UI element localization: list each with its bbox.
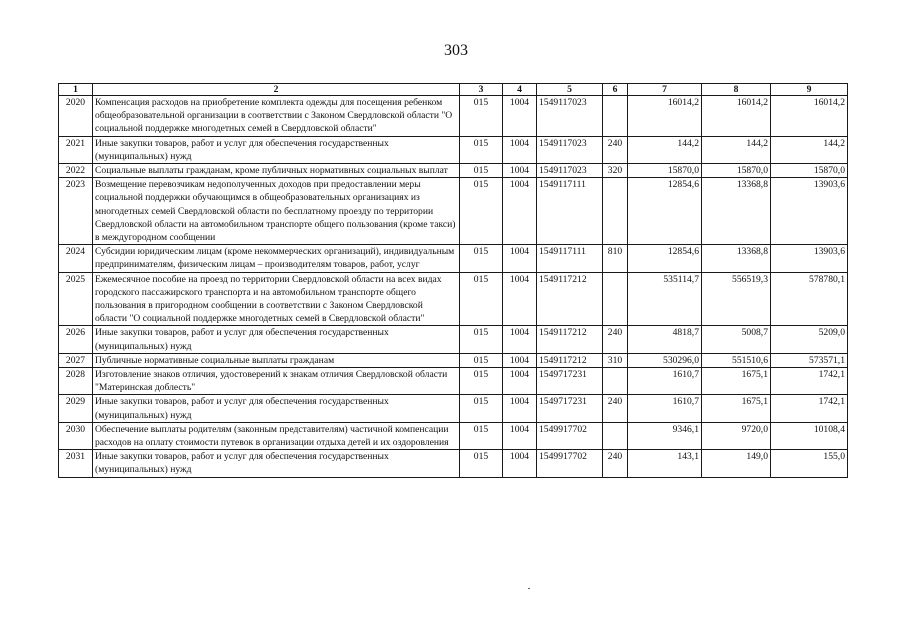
amount-year3-cell: 144,2 [771,136,848,163]
column-header: 3 [460,84,503,96]
amount-year1-cell: 12854,6 [628,178,702,245]
expense-type-cell [603,178,628,245]
department-code-cell: 015 [460,136,503,163]
department-code-cell: 015 [460,326,503,353]
amount-year3-cell: 5209,0 [771,326,848,353]
expense-type-cell: 810 [603,245,628,272]
expense-type-cell [603,422,628,449]
expense-type-cell: 240 [603,395,628,422]
expense-name-cell: Изготовление знаков отличия, удостоверений к знакам отличия Свердловской области "Материнская доблесть" [93,368,460,395]
column-header: 2 [93,84,460,96]
amount-year2-cell: 5008,7 [702,326,771,353]
expense-name-cell: Обеспечение выплаты родителям (законным представителям) частичной компенсации расходов на оплату стоимости путевок в организации отдыха детей и их оздоровления [93,422,460,449]
target-article-cell: 1549117212 [537,272,603,326]
expense-type-cell: 320 [603,164,628,178]
amount-year1-cell: 143,1 [628,450,702,477]
amount-year2-cell: 551510,6 [702,353,771,367]
table-row [59,353,848,367]
amount-year1-cell: 16014,2 [628,96,702,137]
section-code-cell: 1004 [503,450,537,477]
row-number-cell: 2024 [59,245,93,272]
table-row [59,395,848,422]
section-code-cell: 1004 [503,164,537,178]
section-code-cell: 1004 [503,245,537,272]
amount-year2-cell: 13368,8 [702,178,771,245]
department-code-cell: 015 [460,422,503,449]
column-header: 7 [628,84,702,96]
amount-year1-cell: 535114,7 [628,272,702,326]
expense-name-cell: Иные закупки товаров, работ и услуг для обеспечения государственных (муниципальных) нужд [93,326,460,353]
row-number-cell: 2030 [59,422,93,449]
expense-name-cell: Компенсация расходов на приобретение комплекта одежды для посещения ребенком общеобразовательной организации в соответствии с Законом Свердловской области "О социальной поддержке многодетных семей в Свердловской области" [93,96,460,137]
amount-year1-cell: 9346,1 [628,422,702,449]
row-number-cell: 2025 [59,272,93,326]
section-code-cell: 1004 [503,178,537,245]
column-header: 1 [59,84,93,96]
amount-year1-cell: 1610,7 [628,395,702,422]
expense-type-cell [603,96,628,137]
target-article-cell: 1549117212 [537,326,603,353]
department-code-cell: 015 [460,96,503,137]
amount-year3-cell: 13903,6 [771,245,848,272]
expense-type-cell [603,272,628,326]
target-article-cell: 1549117111 [537,178,603,245]
budget-table [58,83,848,478]
section-code-cell: 1004 [503,422,537,449]
row-number-cell: 2029 [59,395,93,422]
section-code-cell: 1004 [503,353,537,367]
section-code-cell: 1004 [503,96,537,137]
expense-type-cell [603,368,628,395]
amount-year3-cell: 13903,6 [771,178,848,245]
table-row [59,326,848,353]
section-code-cell: 1004 [503,272,537,326]
expense-name-cell: Возмещение перевозчикам недополученных доходов при предоставлении меры социальной поддержки обучающимся в общеобразовательных организациях из многодетных семей Свердловской области по бесплатному проезду по территории Свердловской области на автомобильном транспорте общего пользования (кроме такси) в междугородном сообщении [93,178,460,245]
row-number-cell: 2031 [59,450,93,477]
department-code-cell: 015 [460,450,503,477]
row-number-cell: 2021 [59,136,93,163]
scan-speck [528,588,530,589]
row-number-cell: 2023 [59,178,93,245]
table-row [59,136,848,163]
amount-year1-cell: 144,2 [628,136,702,163]
target-article-cell: 1549717231 [537,395,603,422]
amount-year2-cell: 15870,0 [702,164,771,178]
amount-year3-cell: 1742,1 [771,368,848,395]
amount-year3-cell: 573571,1 [771,353,848,367]
amount-year3-cell: 155,0 [771,450,848,477]
expense-name-cell: Субсидии юридическим лицам (кроме некоммерческих организаций), индивидуальным предпринимателям, физическим лицам – производителям товаров, работ, услуг [93,245,460,272]
department-code-cell: 015 [460,395,503,422]
amount-year2-cell: 144,2 [702,136,771,163]
row-number-cell: 2027 [59,353,93,367]
row-number-cell: 2026 [59,326,93,353]
table-row [59,245,848,272]
target-article-cell: 1549117023 [537,164,603,178]
target-article-cell: 1549917702 [537,450,603,477]
amount-year2-cell: 9720,0 [702,422,771,449]
expense-name-cell: Иные закупки товаров, работ и услуг для обеспечения государственных (муниципальных) нужд [93,450,460,477]
amount-year3-cell: 1742,1 [771,395,848,422]
column-header: 8 [702,84,771,96]
table-row [59,450,848,477]
row-number-cell: 2028 [59,368,93,395]
section-code-cell: 1004 [503,395,537,422]
target-article-cell: 1549917702 [537,422,603,449]
expense-name-cell: Социальные выплаты гражданам, кроме публичных нормативных социальных выплат [93,164,460,178]
amount-year1-cell: 15870,0 [628,164,702,178]
table-row [59,178,848,245]
expense-name-cell: Публичные нормативные социальные выплаты гражданам [93,353,460,367]
department-code-cell: 015 [460,368,503,395]
amount-year1-cell: 1610,7 [628,368,702,395]
table-row [59,96,848,137]
target-article-cell: 1549717231 [537,368,603,395]
amount-year3-cell: 578780,1 [771,272,848,326]
expense-type-cell: 240 [603,450,628,477]
expense-name-cell: Иные закупки товаров, работ и услуг для обеспечения государственных (муниципальных) нужд [93,136,460,163]
amount-year2-cell: 556519,3 [702,272,771,326]
expense-type-cell: 240 [603,326,628,353]
amount-year2-cell: 1675,1 [702,368,771,395]
table-row [59,164,848,178]
row-number-cell: 2020 [59,96,93,137]
table-row [59,422,848,449]
table-body [59,96,848,478]
page-number: 303 [444,42,468,59]
amount-year3-cell: 10108,4 [771,422,848,449]
table-row [59,272,848,326]
target-article-cell: 1549117023 [537,136,603,163]
expense-type-cell: 240 [603,136,628,163]
amount-year1-cell: 12854,6 [628,245,702,272]
column-header: 9 [771,84,848,96]
expense-name-cell: Иные закупки товаров, работ и услуг для обеспечения государственных (муниципальных) нужд [93,395,460,422]
amount-year2-cell: 16014,2 [702,96,771,137]
target-article-cell: 1549117023 [537,96,603,137]
column-header: 4 [503,84,537,96]
department-code-cell: 015 [460,164,503,178]
section-code-cell: 1004 [503,368,537,395]
row-number-cell: 2022 [59,164,93,178]
section-code-cell: 1004 [503,326,537,353]
amount-year2-cell: 149,0 [702,450,771,477]
target-article-cell: 1549117212 [537,353,603,367]
column-header: 5 [537,84,603,96]
expense-name-cell: Ежемесячное пособие на проезд по территории Свердловской области на всех видах городского пассажирского транспорта и на автомобильном транспорте общего пользования в пригородном сообщении в соответствии с Законом Свердловской области "О социальной поддержке многодетных семей в Свердловской области" [93,272,460,326]
amount-year2-cell: 1675,1 [702,395,771,422]
department-code-cell: 015 [460,353,503,367]
department-code-cell: 015 [460,272,503,326]
amount-year1-cell: 530296,0 [628,353,702,367]
amount-year3-cell: 15870,0 [771,164,848,178]
expense-type-cell: 310 [603,353,628,367]
department-code-cell: 015 [460,245,503,272]
table-row [59,368,848,395]
department-code-cell: 015 [460,178,503,245]
target-article-cell: 1549117111 [537,245,603,272]
amount-year1-cell: 4818,7 [628,326,702,353]
header-row [59,84,848,96]
amount-year3-cell: 16014,2 [771,96,848,137]
section-code-cell: 1004 [503,136,537,163]
column-header: 6 [603,84,628,96]
amount-year2-cell: 13368,8 [702,245,771,272]
